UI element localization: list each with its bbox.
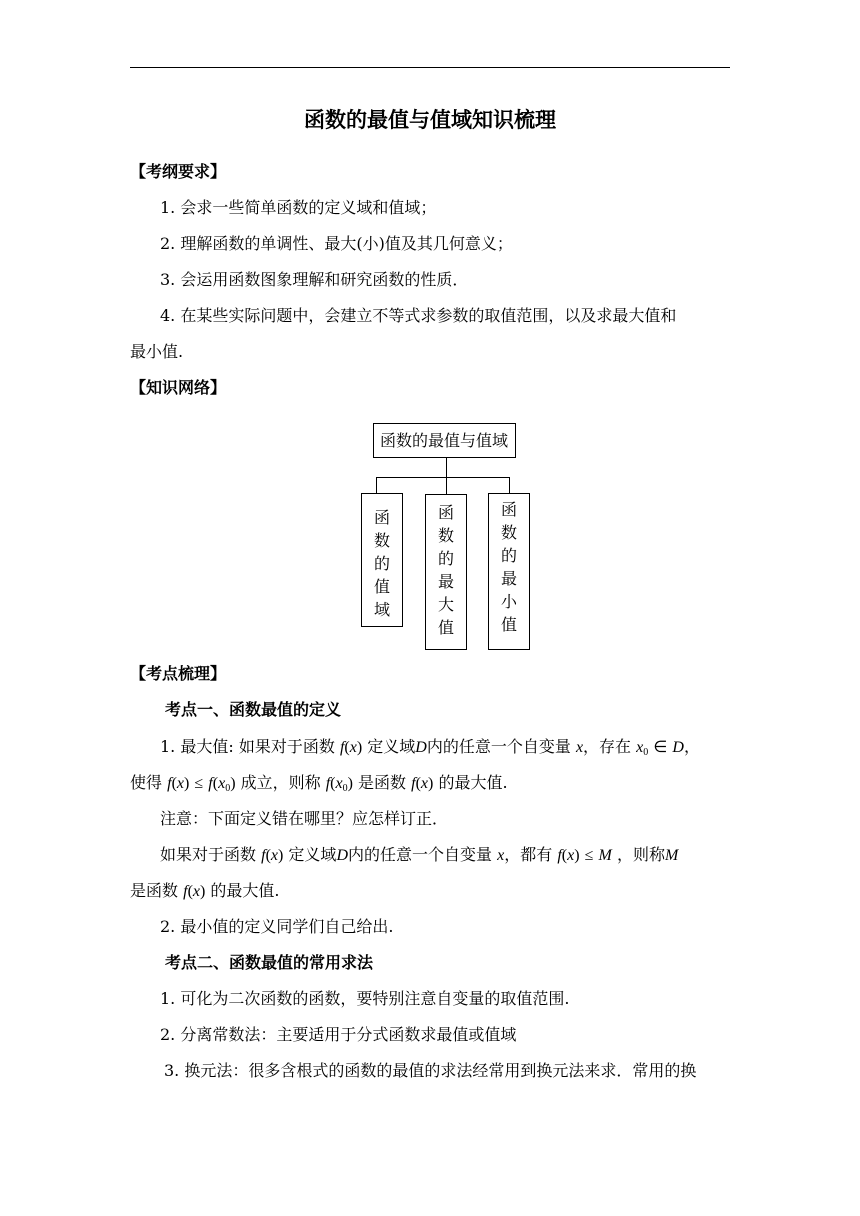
max-def-line-2: 使得 $f(x) \le f(x_0)$ 成立，则称 $f(x_0)$ 是函数 f(x) 的最大值. bbox=[130, 773, 508, 794]
math-paren: ( bbox=[344, 739, 350, 756]
note-line: 注意：下面定义错在哪里？应怎样订正． bbox=[160, 809, 449, 828]
math-fx: f bbox=[339, 739, 345, 756]
math-paren: ) bbox=[356, 739, 363, 756]
max-def-text-e: 使得 bbox=[130, 773, 163, 792]
max-def-text-c: 内的任意一个自变量 bbox=[426, 737, 571, 756]
wrong-def-text-b: 定义域 bbox=[288, 845, 337, 864]
wrong-def-text-g: 的最大值. bbox=[210, 881, 280, 900]
header-rule bbox=[130, 67, 730, 68]
max-def-text-h: 的最大值. bbox=[438, 773, 508, 792]
method-item-2: 2. 分离常数法：主要适用于分式函数求最值或值域 bbox=[160, 1025, 517, 1044]
wrong-def-text-c: 内的任意一个自变量 bbox=[348, 845, 493, 864]
wrong-def-text-d: ，都有 bbox=[504, 845, 553, 864]
diagram-child-range-box bbox=[361, 493, 403, 627]
syllabus-item-3: 3. 会运用函数图象理解和研究函数的性质． bbox=[160, 270, 469, 289]
diagram-connector-mid bbox=[446, 477, 447, 494]
wrong-def-line-1: 如果对于函数 f(x) 定义域D内的任意一个自变量 x，都有 f(x) ≤ M ，则称M bbox=[160, 845, 679, 864]
section-points-heading: 【考点梳理】 bbox=[130, 664, 227, 683]
diagram-root-label: 函数的最值与值域 bbox=[380, 431, 509, 450]
syllabus-item-2: 2. 理解函数的单调性、最大(小)值及其几何意义； bbox=[160, 234, 513, 253]
point2-heading: 考点二、函数最值的常用求法 bbox=[165, 953, 374, 972]
math-D: D bbox=[415, 739, 427, 756]
diagram-connector-left bbox=[376, 477, 377, 493]
wrong-def-text-e: ，则称 bbox=[616, 845, 665, 864]
section-syllabus-heading: 【考纲要求】 bbox=[130, 162, 227, 181]
math-fx0: f bbox=[208, 775, 213, 792]
diagram-child-max-label: 函 数 的 最 大 值 bbox=[437, 503, 454, 637]
method-item-1: 1. 可化为二次函数的函数，要特别注意自变量的取值范围. bbox=[160, 989, 570, 1008]
max-def-text-a: 1. 最大值: 如果对于函数 bbox=[160, 737, 335, 756]
diagram-connector-right bbox=[509, 477, 510, 493]
max-def-text-g: 是函数 bbox=[358, 773, 407, 792]
syllabus-item-4-cont: 最小值. bbox=[130, 342, 184, 361]
max-def-text-d: ，存在 bbox=[583, 737, 632, 756]
math-leq: ≤ bbox=[194, 775, 204, 792]
comma: ， bbox=[683, 737, 700, 756]
math-fx: f bbox=[411, 775, 416, 792]
wrong-def-text-a: 如果对于函数 bbox=[160, 845, 257, 864]
page-title: 函数的最值与值域知识梳理 bbox=[304, 108, 556, 132]
diagram-child-max-box bbox=[425, 494, 467, 650]
diagram-connector-bar bbox=[376, 477, 509, 478]
syllabus-item-1: 1. 会求一些简单函数的定义域和值域； bbox=[160, 198, 437, 217]
max-def-text-b: 定义域 bbox=[367, 737, 416, 756]
math-in: ∈ bbox=[653, 739, 668, 756]
math-D: D bbox=[672, 739, 684, 756]
section-network-heading: 【知识网络】 bbox=[130, 378, 227, 397]
math-x0: $x_0$ bbox=[636, 739, 649, 758]
max-def-line-1 bbox=[160, 737, 700, 763]
math-x: x bbox=[575, 739, 584, 756]
math-x: x bbox=[349, 739, 357, 756]
wrong-def-line-2: 是函数 f(x) 的最大值. bbox=[130, 881, 280, 900]
syllabus-item-4: 4. 在某些实际问题中，会建立不等式求参数的取值范围，以及求最大值和 bbox=[160, 306, 677, 325]
diagram-root-box bbox=[373, 423, 516, 458]
method-item-3: 3. 换元法：很多含根式的函数的最值的求法经常用到换元法来求．常用的换 bbox=[164, 1061, 697, 1080]
math-fx0: f bbox=[325, 775, 331, 792]
diagram-child-min-label: 函 数 的 最 小 值 bbox=[500, 500, 517, 634]
diagram-connector-trunk bbox=[446, 458, 447, 477]
max-def-text-f: 成立，则称 bbox=[240, 773, 321, 792]
point1-heading: 考点一、函数最值的定义 bbox=[165, 700, 342, 719]
wrong-def-text-f: 是函数 bbox=[130, 881, 179, 900]
diagram-child-range-label: 函 数 的 值 域 bbox=[373, 508, 390, 619]
diagram-child-min-box bbox=[488, 493, 530, 650]
min-def-line: 2. 最小值的定义同学们自己给出. bbox=[160, 917, 394, 936]
math-fx: f bbox=[167, 775, 172, 792]
